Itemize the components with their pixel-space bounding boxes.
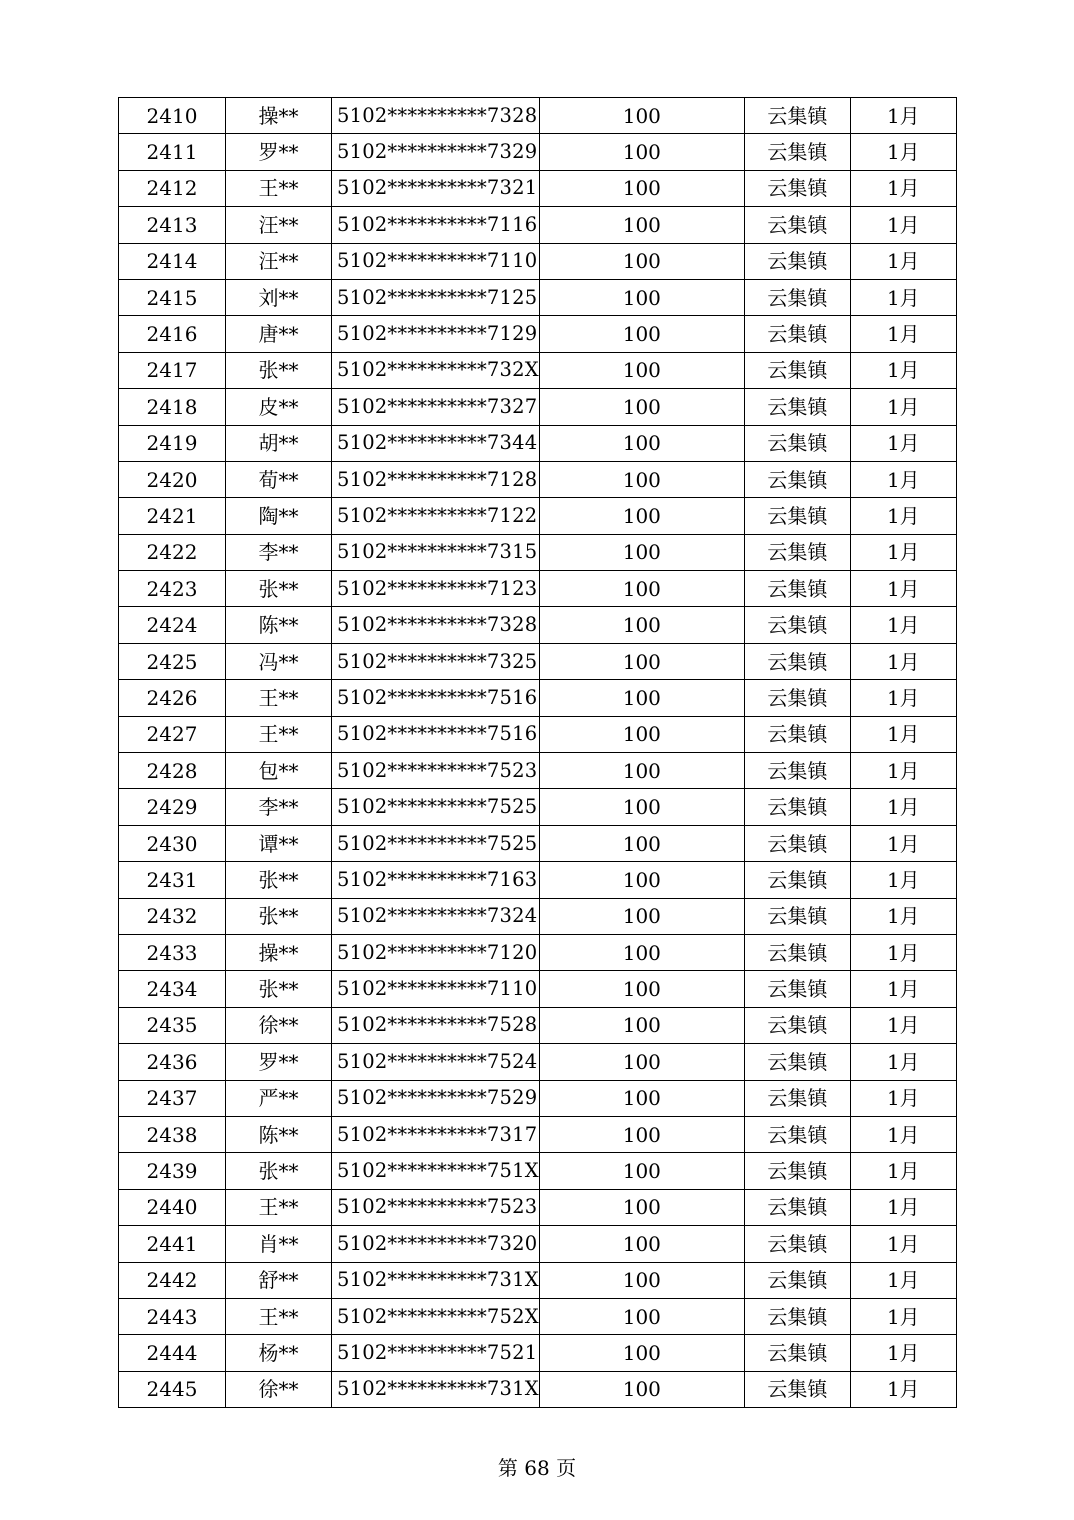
cell-amount: 100 — [539, 825, 744, 861]
table-row — [119, 680, 957, 716]
cell-serial-number: 2419 — [119, 425, 226, 461]
table-row — [119, 607, 957, 643]
cell-id-number: 5102**********7317 — [332, 1116, 540, 1152]
cell-name: 操** — [226, 98, 332, 134]
table-row — [119, 1007, 957, 1043]
cell-name: 汪** — [226, 207, 332, 243]
cell-id-number: 5102**********7321 — [332, 170, 540, 206]
table-row — [119, 825, 957, 861]
cell-month: 1月 — [850, 571, 956, 607]
cell-month: 1月 — [850, 1044, 956, 1080]
cell-id-number: 5102**********7129 — [332, 316, 540, 352]
table-row — [119, 1044, 957, 1080]
cell-name: 严** — [226, 1080, 332, 1116]
cell-id-number: 5102**********7324 — [332, 898, 540, 934]
cell-town: 云集镇 — [744, 389, 850, 425]
cell-month: 1月 — [850, 389, 956, 425]
cell-town: 云集镇 — [744, 789, 850, 825]
cell-name: 王** — [226, 170, 332, 206]
cell-amount: 100 — [539, 352, 744, 388]
cell-name: 皮** — [226, 389, 332, 425]
cell-serial-number: 2445 — [119, 1371, 226, 1407]
table-row — [119, 789, 957, 825]
cell-amount: 100 — [539, 1189, 744, 1225]
cell-id-number: 5102**********7320 — [332, 1226, 540, 1262]
cell-amount: 100 — [539, 279, 744, 315]
cell-amount: 100 — [539, 643, 744, 679]
cell-name: 谭** — [226, 825, 332, 861]
cell-month: 1月 — [850, 1262, 956, 1298]
table-row — [119, 1116, 957, 1152]
cell-serial-number: 2434 — [119, 971, 226, 1007]
cell-serial-number: 2429 — [119, 789, 226, 825]
table-row — [119, 716, 957, 752]
cell-name: 张** — [226, 971, 332, 1007]
cell-serial-number: 2418 — [119, 389, 226, 425]
cell-town: 云集镇 — [744, 170, 850, 206]
cell-town: 云集镇 — [744, 1116, 850, 1152]
cell-month: 1月 — [850, 98, 956, 134]
cell-id-number: 5102**********7122 — [332, 498, 540, 534]
cell-month: 1月 — [850, 643, 956, 679]
table-row — [119, 1371, 957, 1407]
table-row — [119, 571, 957, 607]
table-row — [119, 279, 957, 315]
cell-town: 云集镇 — [744, 461, 850, 497]
cell-month: 1月 — [850, 1007, 956, 1043]
cell-id-number: 5102**********7123 — [332, 571, 540, 607]
cell-name: 徐** — [226, 1007, 332, 1043]
cell-name: 陈** — [226, 1116, 332, 1152]
cell-name: 张** — [226, 352, 332, 388]
cell-serial-number: 2430 — [119, 825, 226, 861]
cell-amount: 100 — [539, 862, 744, 898]
cell-serial-number: 2442 — [119, 1262, 226, 1298]
table-row — [119, 170, 957, 206]
cell-amount: 100 — [539, 389, 744, 425]
cell-serial-number: 2433 — [119, 934, 226, 970]
cell-amount: 100 — [539, 1262, 744, 1298]
cell-amount: 100 — [539, 134, 744, 170]
cell-month: 1月 — [850, 279, 956, 315]
table-row — [119, 971, 957, 1007]
cell-amount: 100 — [539, 971, 744, 1007]
table-row — [119, 134, 957, 170]
cell-amount: 100 — [539, 534, 744, 570]
cell-name: 徐** — [226, 1371, 332, 1407]
cell-month: 1月 — [850, 134, 956, 170]
cell-amount: 100 — [539, 1226, 744, 1262]
cell-serial-number: 2413 — [119, 207, 226, 243]
cell-town: 云集镇 — [744, 716, 850, 752]
cell-month: 1月 — [850, 170, 956, 206]
cell-name: 唐** — [226, 316, 332, 352]
cell-serial-number: 2411 — [119, 134, 226, 170]
cell-month: 1月 — [850, 316, 956, 352]
cell-id-number: 5102**********7327 — [332, 389, 540, 425]
cell-month: 1月 — [850, 1116, 956, 1152]
cell-month: 1月 — [850, 607, 956, 643]
cell-serial-number: 2416 — [119, 316, 226, 352]
cell-town: 云集镇 — [744, 680, 850, 716]
cell-name: 罗** — [226, 134, 332, 170]
cell-month: 1月 — [850, 498, 956, 534]
cell-month: 1月 — [850, 243, 956, 279]
cell-id-number: 5102**********7523 — [332, 753, 540, 789]
cell-amount: 100 — [539, 1044, 744, 1080]
cell-month: 1月 — [850, 461, 956, 497]
cell-name: 舒** — [226, 1262, 332, 1298]
cell-amount: 100 — [539, 207, 744, 243]
cell-amount: 100 — [539, 243, 744, 279]
cell-id-number: 5102**********7128 — [332, 461, 540, 497]
cell-id-number: 5102**********7110 — [332, 971, 540, 1007]
cell-amount: 100 — [539, 425, 744, 461]
cell-name: 陈** — [226, 607, 332, 643]
cell-town: 云集镇 — [744, 207, 850, 243]
cell-name: 包** — [226, 753, 332, 789]
cell-id-number: 5102**********752X — [332, 1298, 540, 1334]
table-body — [119, 98, 957, 1408]
cell-month: 1月 — [850, 898, 956, 934]
cell-town: 云集镇 — [744, 316, 850, 352]
cell-serial-number: 2443 — [119, 1298, 226, 1334]
subsidy-table — [118, 97, 957, 1408]
cell-month: 1月 — [850, 1080, 956, 1116]
table-row — [119, 1262, 957, 1298]
cell-town: 云集镇 — [744, 1044, 850, 1080]
cell-month: 1月 — [850, 1371, 956, 1407]
table-row — [119, 207, 957, 243]
cell-month: 1月 — [850, 425, 956, 461]
cell-id-number: 5102**********7163 — [332, 862, 540, 898]
cell-name: 张** — [226, 571, 332, 607]
cell-id-number: 5102**********7116 — [332, 207, 540, 243]
cell-serial-number: 2441 — [119, 1226, 226, 1262]
cell-town: 云集镇 — [744, 1189, 850, 1225]
cell-amount: 100 — [539, 1371, 744, 1407]
cell-serial-number: 2425 — [119, 643, 226, 679]
page-number: 第 68 页 — [497, 1456, 577, 1480]
cell-id-number: 5102**********7521 — [332, 1335, 540, 1371]
cell-month: 1月 — [850, 862, 956, 898]
cell-name: 王** — [226, 716, 332, 752]
cell-month: 1月 — [850, 825, 956, 861]
cell-id-number: 5102**********7344 — [332, 425, 540, 461]
cell-month: 1月 — [850, 716, 956, 752]
cell-name: 荀** — [226, 461, 332, 497]
cell-town: 云集镇 — [744, 1007, 850, 1043]
cell-month: 1月 — [850, 207, 956, 243]
cell-id-number: 5102**********7328 — [332, 98, 540, 134]
table-row — [119, 1080, 957, 1116]
cell-town: 云集镇 — [744, 1262, 850, 1298]
cell-serial-number: 2440 — [119, 1189, 226, 1225]
cell-amount: 100 — [539, 1298, 744, 1334]
cell-id-number: 5102**********7525 — [332, 825, 540, 861]
table-row — [119, 425, 957, 461]
cell-month: 1月 — [850, 1153, 956, 1189]
cell-town: 云集镇 — [744, 1226, 850, 1262]
cell-month: 1月 — [850, 680, 956, 716]
cell-town: 云集镇 — [744, 498, 850, 534]
cell-id-number: 5102**********751X — [332, 1153, 540, 1189]
cell-month: 1月 — [850, 934, 956, 970]
cell-month: 1月 — [850, 1226, 956, 1262]
cell-id-number: 5102**********7516 — [332, 680, 540, 716]
cell-town: 云集镇 — [744, 753, 850, 789]
cell-town: 云集镇 — [744, 425, 850, 461]
cell-town: 云集镇 — [744, 643, 850, 679]
cell-name: 王** — [226, 680, 332, 716]
cell-id-number: 5102**********7110 — [332, 243, 540, 279]
cell-town: 云集镇 — [744, 352, 850, 388]
cell-serial-number: 2435 — [119, 1007, 226, 1043]
cell-serial-number: 2427 — [119, 716, 226, 752]
cell-town: 云集镇 — [744, 279, 850, 315]
cell-town: 云集镇 — [744, 825, 850, 861]
cell-name: 汪** — [226, 243, 332, 279]
cell-serial-number: 2414 — [119, 243, 226, 279]
cell-town: 云集镇 — [744, 898, 850, 934]
cell-name: 罗** — [226, 1044, 332, 1080]
cell-id-number: 5102**********7325 — [332, 643, 540, 679]
table-row — [119, 934, 957, 970]
cell-name: 王** — [226, 1298, 332, 1334]
cell-serial-number: 2436 — [119, 1044, 226, 1080]
table-row — [119, 753, 957, 789]
cell-month: 1月 — [850, 1298, 956, 1334]
table-row — [119, 1153, 957, 1189]
cell-name: 陶** — [226, 498, 332, 534]
cell-serial-number: 2417 — [119, 352, 226, 388]
cell-id-number: 5102**********7529 — [332, 1080, 540, 1116]
cell-town: 云集镇 — [744, 1153, 850, 1189]
cell-serial-number: 2437 — [119, 1080, 226, 1116]
cell-id-number: 5102**********7329 — [332, 134, 540, 170]
cell-month: 1月 — [850, 1335, 956, 1371]
cell-serial-number: 2444 — [119, 1335, 226, 1371]
cell-name: 杨** — [226, 1335, 332, 1371]
cell-amount: 100 — [539, 170, 744, 206]
cell-serial-number: 2415 — [119, 279, 226, 315]
table-row — [119, 316, 957, 352]
cell-serial-number: 2421 — [119, 498, 226, 534]
cell-id-number: 5102**********7524 — [332, 1044, 540, 1080]
cell-amount: 100 — [539, 1116, 744, 1152]
cell-name: 王** — [226, 1189, 332, 1225]
cell-town: 云集镇 — [744, 243, 850, 279]
cell-month: 1月 — [850, 789, 956, 825]
cell-id-number: 5102**********7516 — [332, 716, 540, 752]
table-row — [119, 643, 957, 679]
cell-town: 云集镇 — [744, 934, 850, 970]
cell-name: 李** — [226, 789, 332, 825]
cell-amount: 100 — [539, 498, 744, 534]
cell-town: 云集镇 — [744, 1080, 850, 1116]
table-row — [119, 862, 957, 898]
table-row — [119, 534, 957, 570]
cell-amount: 100 — [539, 571, 744, 607]
cell-serial-number: 2424 — [119, 607, 226, 643]
cell-town: 云集镇 — [744, 607, 850, 643]
cell-serial-number: 2410 — [119, 98, 226, 134]
cell-month: 1月 — [850, 352, 956, 388]
cell-amount: 100 — [539, 716, 744, 752]
cell-town: 云集镇 — [744, 1298, 850, 1334]
cell-id-number: 5102**********7528 — [332, 1007, 540, 1043]
table-row — [119, 1335, 957, 1371]
cell-amount: 100 — [539, 607, 744, 643]
cell-id-number: 5102**********7523 — [332, 1189, 540, 1225]
cell-amount: 100 — [539, 1080, 744, 1116]
cell-name: 肖** — [226, 1226, 332, 1262]
table-row — [119, 1189, 957, 1225]
cell-town: 云集镇 — [744, 98, 850, 134]
table-row — [119, 1226, 957, 1262]
cell-id-number: 5102**********7125 — [332, 279, 540, 315]
table-row — [119, 389, 957, 425]
table-row — [119, 98, 957, 134]
cell-amount: 100 — [539, 461, 744, 497]
cell-serial-number: 2432 — [119, 898, 226, 934]
cell-serial-number: 2438 — [119, 1116, 226, 1152]
cell-serial-number: 2431 — [119, 862, 226, 898]
cell-name: 刘** — [226, 279, 332, 315]
cell-id-number: 5102**********7328 — [332, 607, 540, 643]
cell-name: 张** — [226, 898, 332, 934]
cell-amount: 100 — [539, 753, 744, 789]
cell-amount: 100 — [539, 934, 744, 970]
cell-amount: 100 — [539, 1153, 744, 1189]
cell-amount: 100 — [539, 898, 744, 934]
table-row — [119, 243, 957, 279]
cell-amount: 100 — [539, 316, 744, 352]
cell-amount: 100 — [539, 1007, 744, 1043]
cell-id-number: 5102**********7525 — [332, 789, 540, 825]
cell-name: 冯** — [226, 643, 332, 679]
cell-month: 1月 — [850, 971, 956, 1007]
cell-month: 1月 — [850, 534, 956, 570]
cell-town: 云集镇 — [744, 571, 850, 607]
cell-name: 张** — [226, 1153, 332, 1189]
cell-amount: 100 — [539, 98, 744, 134]
cell-serial-number: 2428 — [119, 753, 226, 789]
cell-name: 李** — [226, 534, 332, 570]
table-row — [119, 352, 957, 388]
table-row — [119, 898, 957, 934]
cell-id-number: 5102**********731X — [332, 1371, 540, 1407]
cell-id-number: 5102**********731X — [332, 1262, 540, 1298]
cell-serial-number: 2423 — [119, 571, 226, 607]
cell-town: 云集镇 — [744, 1335, 850, 1371]
cell-name: 操** — [226, 934, 332, 970]
cell-id-number: 5102**********7315 — [332, 534, 540, 570]
cell-id-number: 5102**********7120 — [332, 934, 540, 970]
cell-town: 云集镇 — [744, 134, 850, 170]
table-row — [119, 461, 957, 497]
cell-name: 胡** — [226, 425, 332, 461]
cell-amount: 100 — [539, 789, 744, 825]
cell-serial-number: 2422 — [119, 534, 226, 570]
cell-amount: 100 — [539, 1335, 744, 1371]
cell-serial-number: 2439 — [119, 1153, 226, 1189]
cell-month: 1月 — [850, 753, 956, 789]
table-row — [119, 498, 957, 534]
table-row — [119, 1298, 957, 1334]
cell-town: 云集镇 — [744, 971, 850, 1007]
cell-name: 张** — [226, 862, 332, 898]
cell-town: 云集镇 — [744, 1371, 850, 1407]
cell-town: 云集镇 — [744, 862, 850, 898]
cell-id-number: 5102**********732X — [332, 352, 540, 388]
cell-town: 云集镇 — [744, 534, 850, 570]
cell-serial-number: 2412 — [119, 170, 226, 206]
cell-amount: 100 — [539, 680, 744, 716]
cell-serial-number: 2420 — [119, 461, 226, 497]
cell-serial-number: 2426 — [119, 680, 226, 716]
cell-month: 1月 — [850, 1189, 956, 1225]
